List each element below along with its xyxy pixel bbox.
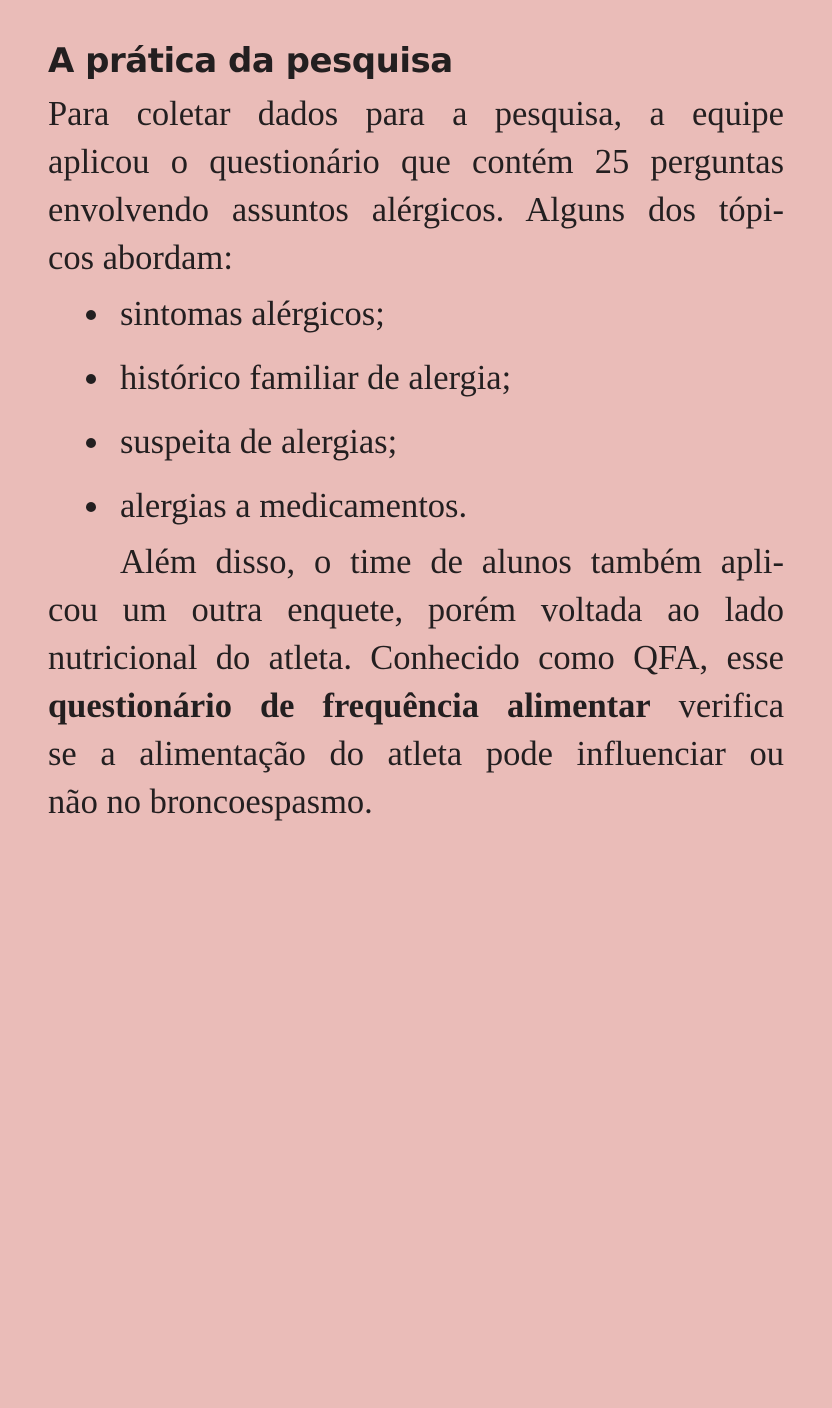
para-line: nutricional do atleta. Conhecido como QFA, esse — [48, 639, 784, 677]
intro-line: envolvendo assuntos alérgicos. Alguns dos tópi- — [48, 191, 784, 229]
list-item — [48, 290, 784, 338]
para-line: não no broncoespasmo. — [48, 783, 373, 821]
list-item — [48, 418, 784, 466]
para-line — [48, 682, 784, 730]
list-item-text: histórico familiar de alergia; — [120, 359, 512, 397]
para-line: Além disso, o time de alunos também apli- — [120, 543, 784, 581]
intro-line: cos abordam: — [48, 239, 233, 277]
bold-term: questionário de frequência alimentar — [48, 687, 651, 725]
bullet-icon — [86, 502, 96, 512]
list-item-text: suspeita de alergias; — [120, 423, 398, 461]
para-line-tail: verifica — [650, 687, 785, 725]
para-line: cou um outra enquete, porém voltada ao lado — [48, 591, 784, 629]
info-box — [48, 36, 784, 826]
list-item — [48, 354, 784, 402]
list-item — [48, 482, 784, 530]
second-paragraph — [48, 538, 784, 826]
bullet-icon — [86, 438, 96, 448]
para-line: se a alimentação do atleta pode influenciar ou — [48, 735, 784, 773]
intro-paragraph — [48, 90, 784, 282]
bullet-icon — [86, 374, 96, 384]
bullet-icon — [86, 310, 96, 320]
box-title: A prática da pesquisa — [48, 41, 453, 81]
topics-list — [48, 290, 784, 530]
intro-line: Para coletar dados para a pesquisa, a equipe — [48, 95, 784, 133]
list-item-text: alergias a medicamentos. — [120, 487, 468, 525]
intro-line: aplicou o questionário que contém 25 perguntas — [48, 143, 784, 181]
list-item-text: sintomas alérgicos; — [120, 295, 385, 333]
